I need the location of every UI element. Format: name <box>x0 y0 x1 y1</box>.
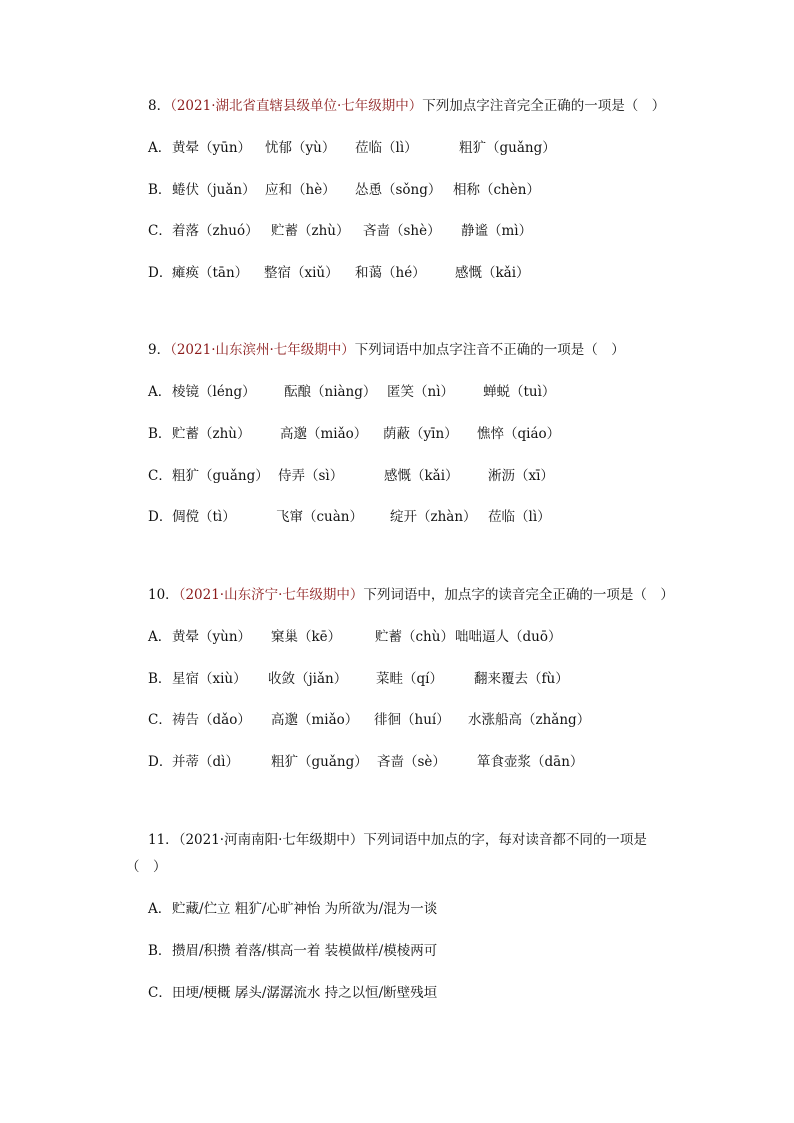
q11-option-b <box>148 941 754 961</box>
option-text: 攒眉/积攒 着落/棋高一着 装模做样/模棱两可 <box>172 943 438 959</box>
question-source: 2021·河南南阳·七年级期中 <box>185 832 350 848</box>
q10-option-d <box>148 752 754 772</box>
option-item: 忧郁（yù） <box>265 140 336 156</box>
option-item: 翻来覆去（fù） <box>474 671 569 687</box>
option-item: 着落（zhuó） <box>172 223 259 239</box>
option-letter: A． <box>148 384 172 400</box>
option-item: 黄晕（yùn） <box>172 629 252 645</box>
option-item: 相称（chèn） <box>453 182 540 198</box>
q9-option-a <box>148 382 754 402</box>
option-letter: A． <box>148 140 172 156</box>
question-number: 10． <box>148 587 179 603</box>
question-number: 11． <box>148 832 179 848</box>
question-9-stem <box>148 340 754 360</box>
q9-option-c <box>148 466 754 486</box>
option-letter: D． <box>148 509 173 525</box>
option-item: 高邈（miǎo） <box>280 426 368 442</box>
option-item: 粗犷（guǎng） <box>271 754 368 770</box>
option-item: 蜷伏（juǎn） <box>172 182 256 198</box>
q8-option-b <box>148 180 754 200</box>
option-item: 贮蓄（zhù） <box>172 426 251 442</box>
option-item: 匿笑（nì） <box>387 384 455 400</box>
q10-option-c <box>148 710 754 730</box>
option-item: 莅临（lì） <box>355 140 418 156</box>
option-letter: D． <box>148 754 173 770</box>
question-number: 9． <box>148 342 171 358</box>
option-text: 贮藏/伫立 粗犷/心旷神怡 为所欲为/混为一谈 <box>172 901 438 917</box>
option-item: 莅临（lì） <box>488 509 551 525</box>
option-letter: C． <box>148 712 172 728</box>
option-item: 贮蓄（zhù） <box>271 223 350 239</box>
option-item: 瘫痪（tān） <box>172 265 249 281</box>
q8-option-a <box>148 138 754 158</box>
option-letter: A． <box>148 901 172 917</box>
option-item: 静谧（mì） <box>461 223 533 239</box>
question-text: 下列词语中加点的字，每对读音都不同的一项是 <box>363 832 647 848</box>
option-item: 祷告（dǎo） <box>172 712 251 728</box>
option-item: 粗犷（guǎng） <box>459 140 556 156</box>
option-item: 星宿（xiù） <box>172 671 247 687</box>
question-10-stem <box>148 585 754 605</box>
q11-option-c <box>148 983 754 1003</box>
q10-option-b <box>148 669 754 689</box>
option-letter: B． <box>148 182 172 198</box>
option-letter: C． <box>148 985 172 1001</box>
option-item: 和蔼（hé） <box>355 265 426 281</box>
option-item: 棱镜（léng） <box>172 384 256 400</box>
option-item: 侍弄（sì） <box>278 468 344 484</box>
option-item: 贮蓄（chù） <box>375 629 454 645</box>
option-item: 高邈（miǎo） <box>271 712 359 728</box>
option-item: 飞窜（cuàn） <box>276 509 363 525</box>
source-close: ） <box>408 98 423 114</box>
option-letter: D． <box>148 265 173 281</box>
option-item: 窠巢（kē） <box>271 629 342 645</box>
q10-option-a <box>148 627 754 647</box>
option-item: 整宿（xiǔ） <box>264 265 339 281</box>
option-item: 倜傥（tì） <box>172 509 236 525</box>
question-text: 下列词语中加点字注音不正确的一项是（ ） <box>354 342 625 358</box>
option-text: 田埂/梗概 孱头/潺潺流水 持之以恒/断壁残垣 <box>172 985 438 1001</box>
option-item: 淅沥（xī） <box>488 468 554 484</box>
source-close: ） <box>349 832 364 848</box>
source-close: ） <box>341 342 355 358</box>
option-letter: C． <box>148 223 172 239</box>
option-item: 并蒂（dì） <box>172 754 239 770</box>
option-item: 酝酿（niàng） <box>284 384 377 400</box>
option-letter: B． <box>148 943 172 959</box>
source-open: （ <box>170 342 177 358</box>
q9-option-b <box>148 424 754 444</box>
option-item: 箪食壶浆（dān） <box>477 754 584 770</box>
option-item: 怂恿（sǒng） <box>355 182 442 198</box>
option-item: 收敛（jiǎn） <box>268 671 348 687</box>
q8-option-c <box>148 221 754 241</box>
option-item: 水涨船高（zhǎng） <box>468 712 591 728</box>
option-letter: B． <box>148 426 172 442</box>
option-item: 蝉蜕（tuì） <box>483 384 556 400</box>
option-item: 绽开（zhàn） <box>390 509 477 525</box>
question-source: 2021·山东滨州·七年级期中 <box>176 342 342 358</box>
q9-option-d <box>148 507 754 527</box>
option-letter: C． <box>148 468 172 484</box>
source-open: （ <box>170 98 177 114</box>
question-text: 下列加点字注音完全正确的一项是（ ） <box>422 98 666 114</box>
option-item: 咄咄逼人（duō） <box>455 629 562 645</box>
q11-option-a <box>148 899 754 919</box>
option-item: 菜畦（qí） <box>376 671 443 687</box>
option-item: 徘徊（huí） <box>374 712 450 728</box>
question-number: 8． <box>148 98 171 114</box>
source-open: （ <box>178 832 186 848</box>
question-source: 2021·山东济宁·七年级期中 <box>185 587 350 603</box>
option-item: 荫蔽（yīn） <box>383 426 458 442</box>
option-item: 应和（hè） <box>265 182 336 198</box>
option-item: 黄晕（yūn） <box>172 140 252 156</box>
option-item: 憔悴（qiáo） <box>477 426 561 442</box>
question-source: 2021·湖北省直辖县级单位·七年级期中 <box>176 98 409 114</box>
option-item: 吝啬（sè） <box>377 754 446 770</box>
question-text: 下列词语中，加点字的读音完全正确的一项是（ ） <box>363 587 674 603</box>
source-open: （ <box>178 587 186 603</box>
question-11-stem <box>148 830 754 850</box>
source-close: ） <box>349 587 364 603</box>
option-letter: B． <box>148 671 172 687</box>
question-8-stem <box>148 96 754 116</box>
option-item: 感慨（kǎi） <box>384 468 459 484</box>
option-letter: A． <box>148 629 172 645</box>
option-item: 吝啬（shè） <box>363 223 441 239</box>
q8-option-d <box>148 263 754 283</box>
question-11-answer-blank: （ ） <box>126 859 167 875</box>
option-item: 粗犷（guǎng） <box>172 468 269 484</box>
option-item: 感慨（kǎi） <box>455 265 530 281</box>
